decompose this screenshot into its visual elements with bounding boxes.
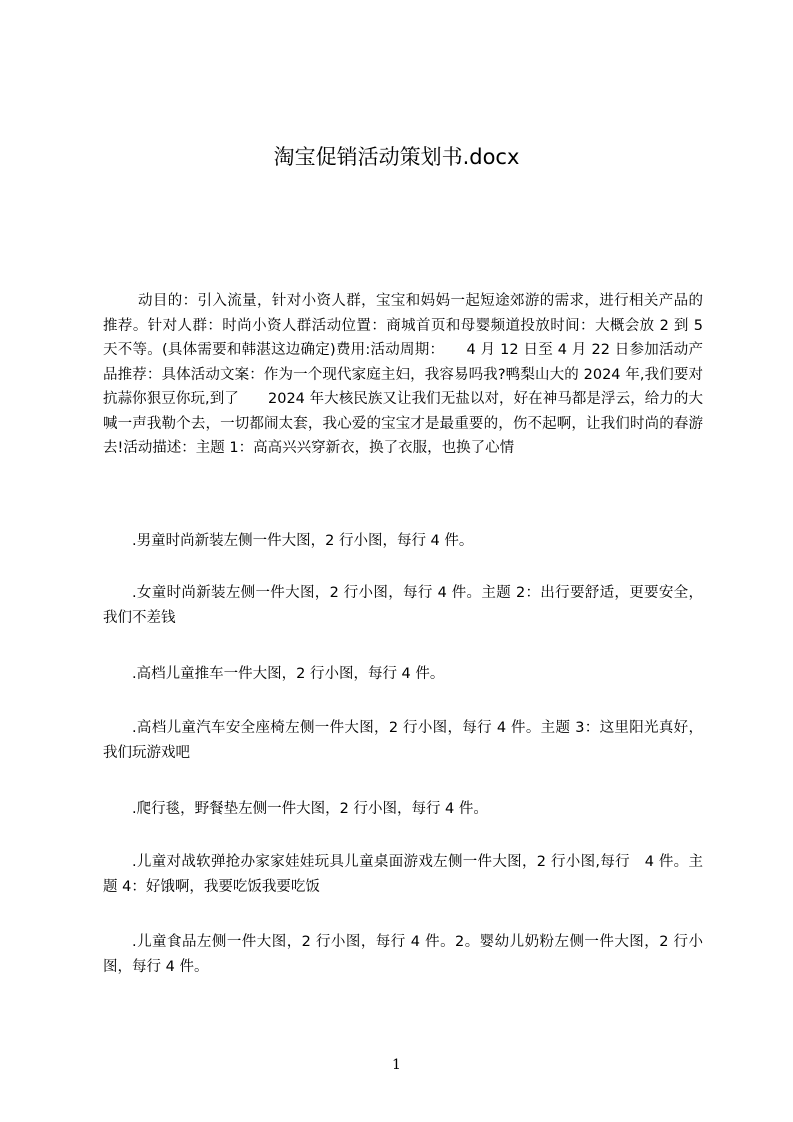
paragraph-toys: .儿童对战软弹抢办家家娃娃玩具儿童桌面游戏左侧一件大图，2 行小图,每行 4 件。主题 4：好饿啊，我要吃饭我要吃饭 <box>103 854 703 895</box>
page-number: 1 <box>392 1057 401 1073</box>
document-title: 淘宝促销活动策划书.docx <box>273 145 520 169</box>
paragraph-play-mat: .爬行毯，野餐垫左侧一件大图，2 行小图，每行 4 件。 <box>132 801 488 817</box>
intro-paragraph: 动目的：引入流量，针对小资人群，宝宝和妈妈一起短途郊游的需求，进行相关产品的推荐。针对人群：时尚小资人群活动位置：商城首页和母婴频道投放时间：大概会放 2 到 5 天不等。(具体需要和韩湛这边确定)费用:活动周期： 4 月 12 日至 4 月 22 日参加活动产品推荐：具体活动文案：作为一个现代家庭主妇，我容易吗我?鸭梨山大的 2024 年,我们要对抗蒜你狠豆你玩,到了 2024 年大核民族又让我们无盐以对，好在神马都是浮云，给力的大喊一声我勒个去，一切都闹太套，我心爱的宝宝才是最重要的，伤不起啊，让我们时尚的春游去!活动描述：主题 1：高高兴兴穿新衣，换了衣服，也换了心情 <box>103 293 703 456</box>
paragraph-car-seat: .高档儿童汽车安全座椅左侧一件大图，2 行小图，每行 4 件。主题 3：这里阳光真好，我们玩游戏吧 <box>103 720 703 761</box>
paragraph-boys-clothing: .男童时尚新装左侧一件大图，2 行小图，每行 4 件。 <box>132 533 474 549</box>
paragraph-food-milk: .儿童食品左侧一件大图，2 行小图，每行 4 件。2。婴幼儿奶粉左侧一件大图，2 行小图，每行 4 件。 <box>103 934 703 975</box>
paragraph-girls-clothing: .女童时尚新装左侧一件大图，2 行小图，每行 4 件。主题 2：出行要舒适，更要安全，我们不差钱 <box>103 585 703 626</box>
paragraph-stroller: .高档儿童推车一件大图，2 行小图，每行 4 件。 <box>132 666 445 682</box>
